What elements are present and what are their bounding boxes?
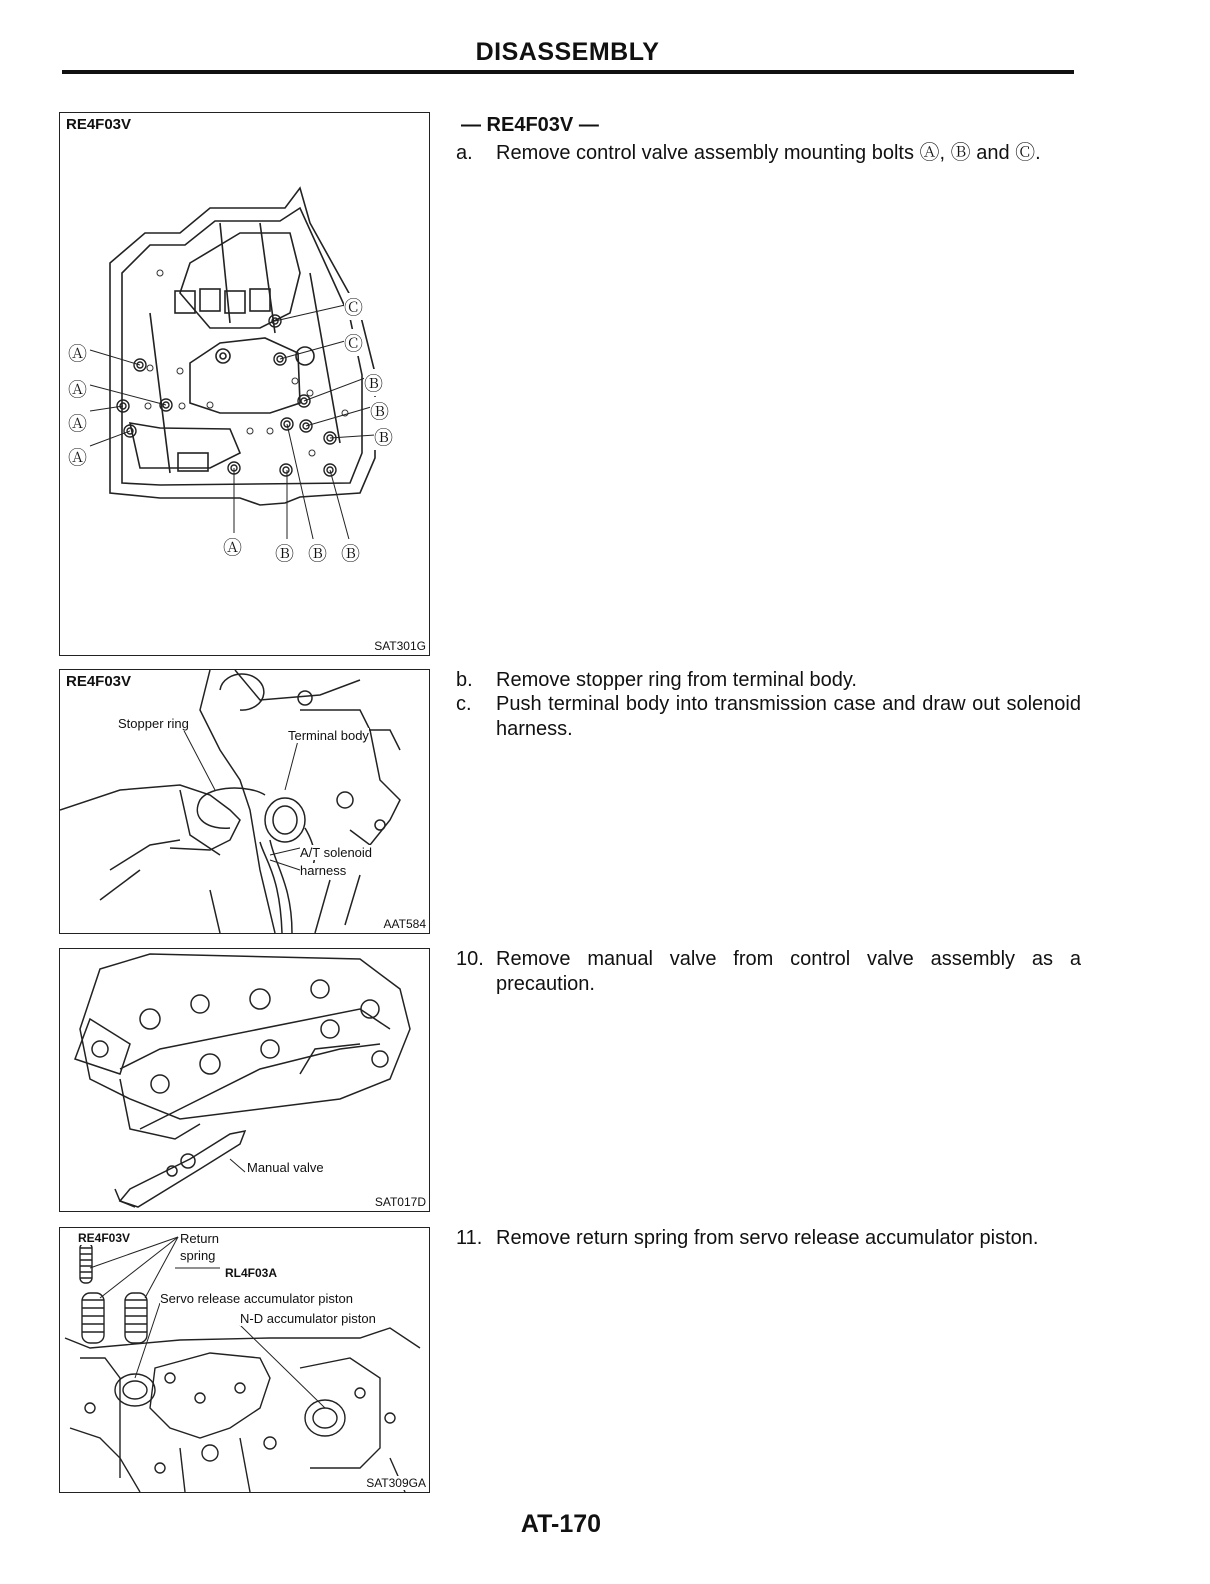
figure-code: AAT584 <box>383 917 426 931</box>
step-text: Remove manual valve from control valve assembly as a precaution. <box>496 948 1081 995</box>
step-text: Remove return spring from servo release accumulator piston. <box>496 1227 1039 1249</box>
figure-code: SAT309GA <box>366 1476 426 1490</box>
callout-b: Ⓑ <box>341 539 360 566</box>
figure-code: SAT301G <box>374 639 426 653</box>
callout-b: Ⓑ <box>374 423 393 450</box>
callout-b: Ⓑ <box>364 369 383 396</box>
figure-label: RE4F03V <box>66 673 135 692</box>
step-a <box>456 141 1081 166</box>
callout-solenoid-line1: A/T solenoid <box>300 845 373 860</box>
callout-re4f03v: RE4F03V <box>78 1231 131 1245</box>
callout-c: Ⓒ <box>344 329 363 356</box>
title-rule <box>62 70 1074 74</box>
callout-b: Ⓑ <box>275 539 294 566</box>
figure-code: SAT017D <box>374 1195 426 1209</box>
callout-a: Ⓐ <box>223 533 242 560</box>
callout-return-line1: Return <box>180 1231 220 1246</box>
step-marker: a. <box>456 142 473 164</box>
step-b <box>456 668 1081 693</box>
step-c <box>456 692 1081 742</box>
callout-solenoid-line2: harness <box>300 863 347 878</box>
callout-a: Ⓐ <box>68 339 87 366</box>
callout-terminal-body: Terminal body <box>288 728 369 743</box>
callout-stopper-ring: Stopper ring <box>118 716 189 731</box>
callout-a: Ⓐ <box>68 409 87 436</box>
step-marker: c. <box>456 693 472 715</box>
figure-control-valve-bolts <box>59 112 430 656</box>
callout-a: Ⓐ <box>68 443 87 470</box>
callout-rl4f03a: RL4F03A <box>225 1266 278 1280</box>
figure-return-spring <box>59 1227 430 1493</box>
figure-manual-valve <box>59 948 430 1212</box>
step-marker: 11. <box>456 1227 483 1249</box>
manual-valve-illustration <box>60 949 429 1211</box>
callout-servo-piston: Servo release accumulator piston <box>160 1291 353 1306</box>
callout-a: Ⓐ <box>68 375 87 402</box>
figure-terminal-body <box>59 669 430 934</box>
step-text: Remove stopper ring from terminal body. <box>496 669 857 691</box>
callout-nd-piston: N-D accumulator piston <box>240 1311 376 1326</box>
terminal-body-illustration <box>60 670 429 933</box>
figure-label: RE4F03V <box>66 116 135 135</box>
step-text: Remove control valve assembly mounting bolts Ⓐ, Ⓑ and Ⓒ. <box>496 142 1041 164</box>
page-number: AT-170 <box>520 1510 602 1538</box>
step-10 <box>456 947 1081 997</box>
callout-manual-valve: Manual valve <box>247 1160 324 1175</box>
callout-return-line2: spring <box>180 1248 216 1263</box>
step-text: Push terminal body into transmission case and draw out solenoid harness. <box>496 693 1081 740</box>
callout-b: Ⓑ <box>308 539 327 566</box>
step-marker: 10. <box>456 948 484 970</box>
step-11 <box>456 1226 1081 1251</box>
callout-c: Ⓒ <box>344 293 363 320</box>
callout-b: Ⓑ <box>370 397 389 424</box>
section-heading: — RE4F03V — <box>461 114 599 136</box>
page-title: DISASSEMBLY <box>475 38 660 66</box>
step-marker: b. <box>456 669 473 691</box>
